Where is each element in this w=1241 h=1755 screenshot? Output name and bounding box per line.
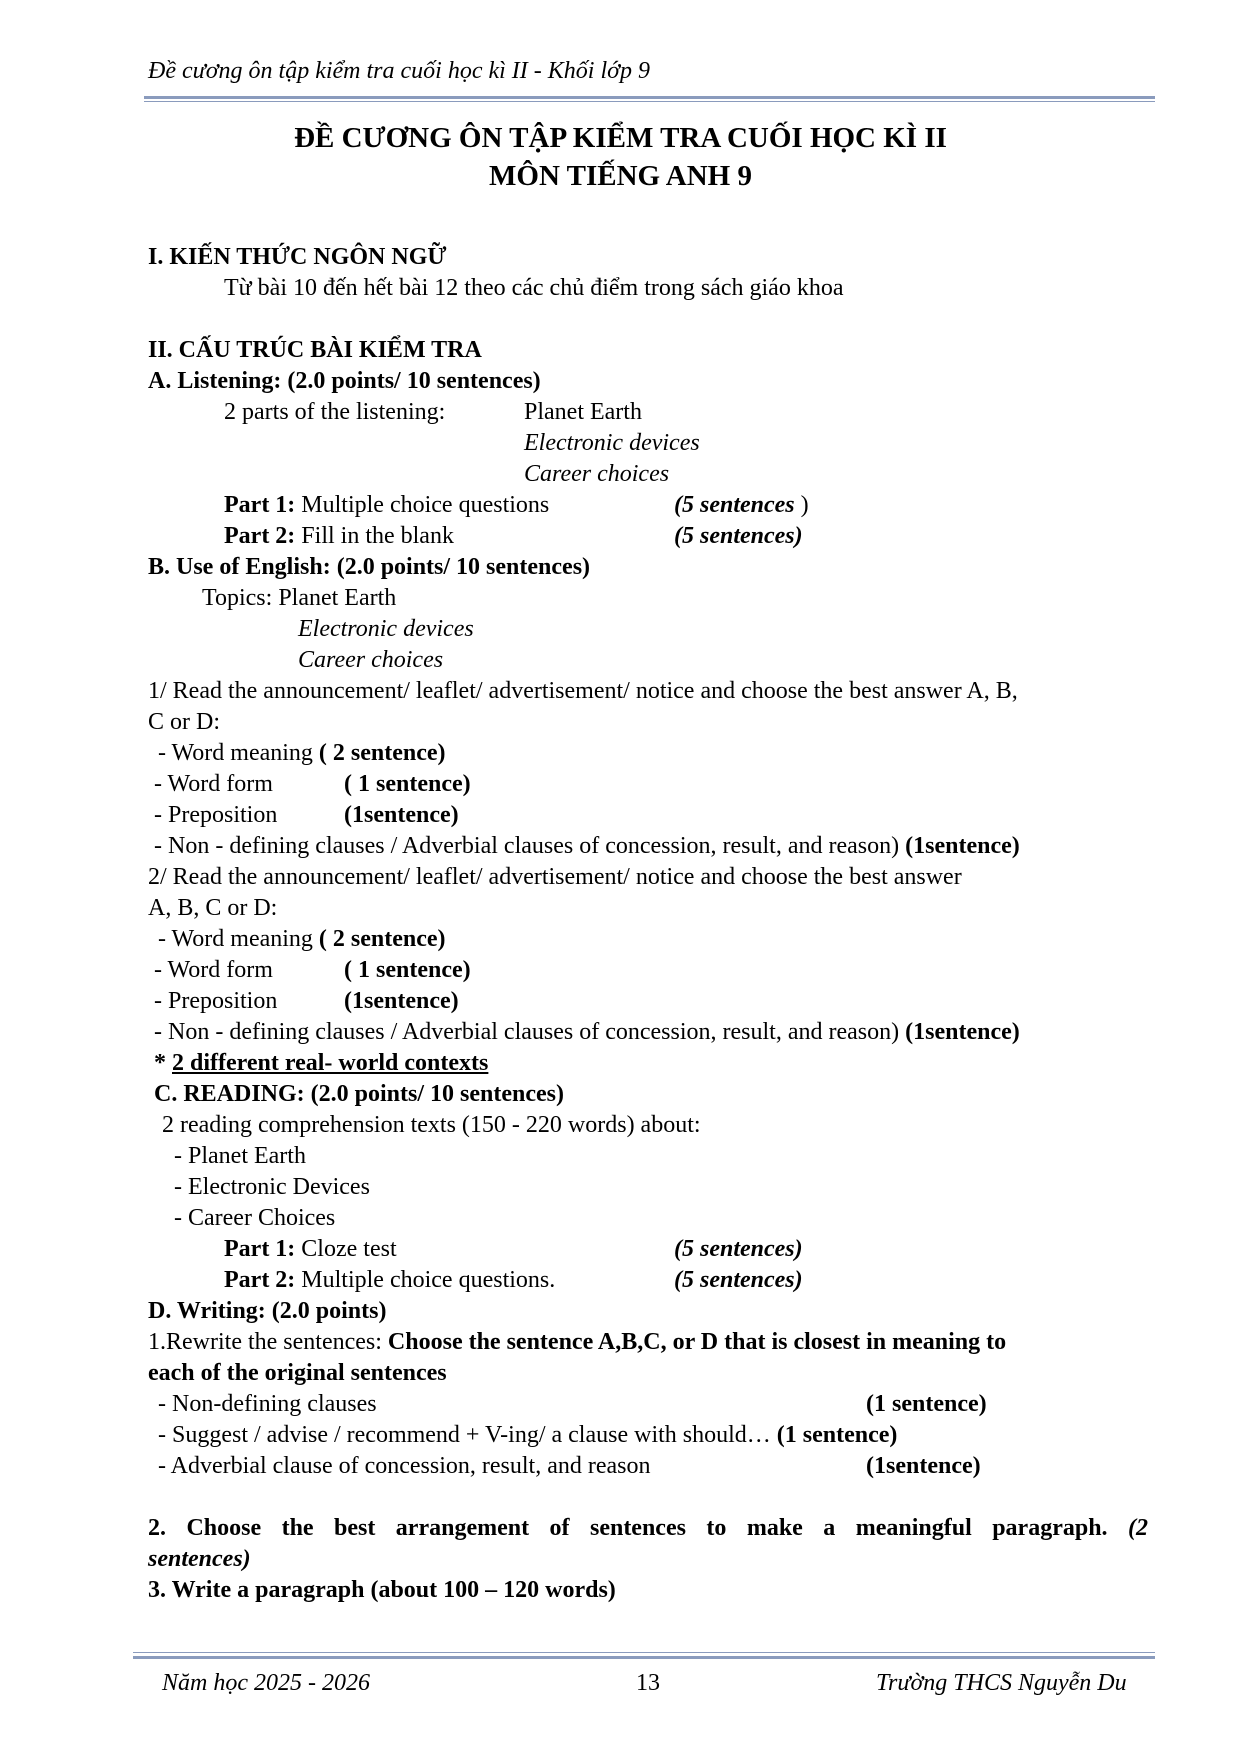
reading-heading: C. READING: (2.0 points/ 10 sentences) — [154, 1081, 564, 1107]
writing-q1-line2: each of the original sentences — [148, 1360, 447, 1386]
section-text-language-knowledge: Từ bài 10 đến hết bài 12 theo các chủ điểm trong sách giáo khoa — [224, 275, 844, 301]
list-item: - Preposition (1sentence) — [154, 802, 459, 828]
footer-school-year: Năm học 2025 - 2026 — [162, 1670, 370, 1696]
writing-q2-line2: sentences) — [148, 1546, 251, 1572]
use-of-english-topic: Planet Earth — [278, 585, 397, 611]
list-item: - Word meaning ( 2 sentence) — [158, 740, 446, 766]
listening-part2: Part 2: Fill in the blank (5 sentences) — [224, 523, 803, 549]
document-title-line2: MÔN TIẾNG ANH 9 — [489, 160, 752, 192]
use-of-english-topic-row — [148, 645, 1148, 676]
footer-school-name: Trường THCS Nguyễn Du — [876, 1670, 1127, 1696]
reading-topic: - Career Choices — [174, 1205, 336, 1231]
list-item: - Non - defining clauses / Adverbial clauses of concession, result, and reason) (1sentence) — [154, 1019, 1020, 1045]
writing-heading: D. Writing: (2.0 points) — [148, 1298, 387, 1324]
page-number: 13 — [636, 1670, 660, 1696]
use-of-english-heading: B. Use of English: (2.0 points/ 10 sentences) — [148, 554, 591, 580]
footer-rule-thin — [133, 1652, 1155, 1653]
writing-q2-line1: 2. Choose the best arrangement of sentences to make a meaningful paragraph. (2 — [148, 1515, 1148, 1541]
use-of-english-topics-line: Topics: Planet Earth — [202, 585, 397, 611]
document-body — [148, 242, 1148, 1606]
section-heading-language-knowledge: I. KIẾN THỨC NGÔN NGỮ — [148, 244, 447, 270]
footer-rule — [133, 1656, 1155, 1659]
use-of-english-q2-line2: A, B, C or D: — [148, 895, 278, 921]
listening-topic: Planet Earth — [524, 399, 642, 425]
list-item: - Word form ( 1 sentence) — [154, 957, 471, 983]
use-of-english-topic: Electronic devices — [298, 616, 474, 642]
list-item: - Non-defining clauses (1 sentence) — [158, 1391, 987, 1417]
use-of-english-topic-row — [148, 614, 1148, 645]
list-item: - Adverbial clause of concession, result, and reason (1sentence) — [158, 1453, 981, 1479]
list-item: - Preposition (1sentence) — [154, 988, 459, 1014]
document-title-line1: ĐỀ CƯƠNG ÔN TẬP KIỂM TRA CUỐI HỌC KÌ II — [294, 122, 947, 154]
section-heading-test-structure: II. CẤU TRÚC BÀI KIỂM TRA — [148, 337, 482, 363]
use-of-english-q2-line1: 2/ Read the announcement/ leaflet/ advertisement/ notice and choose the best answer — [148, 864, 962, 890]
listening-topic: Electronic devices — [524, 430, 700, 456]
reading-intro: 2 reading comprehension texts (150 - 220 words) about: — [162, 1112, 701, 1138]
running-header: Đề cương ôn tập kiểm tra cuối học kì II - Khối lớp 9 — [148, 58, 650, 84]
use-of-english-note: * 2 different real- world contexts — [154, 1050, 489, 1076]
reading-part2: Part 2: Multiple choice questions. (5 sentences) — [224, 1267, 803, 1293]
listening-topic: Career choices — [524, 461, 670, 487]
use-of-english-topic: Career choices — [298, 647, 444, 673]
reading-topic: - Electronic Devices — [174, 1174, 370, 1200]
listening-part1: Part 1: Multiple choice questions (5 sentences ) — [224, 492, 809, 518]
listening-topic-row — [148, 459, 1148, 490]
listening-topic-row — [148, 428, 1148, 459]
listening-parts-line: 2 parts of the listening: Planet Earth — [148, 397, 1148, 428]
reading-part1: Part 1: Cloze test (5 sentences) — [224, 1236, 803, 1262]
listening-heading: A. Listening: (2.0 points/ 10 sentences) — [148, 368, 541, 394]
list-item: - Suggest / advise / recommend + V-ing/ a clause with should… (1 sentence) — [158, 1422, 898, 1448]
list-item: - Word form ( 1 sentence) — [154, 771, 471, 797]
reading-topic: - Planet Earth — [174, 1143, 306, 1169]
use-of-english-q1-line2: C or D: — [148, 709, 220, 735]
writing-q3: 3. Write a paragraph (about 100 – 120 words) — [148, 1577, 616, 1603]
list-item: - Word meaning ( 2 sentence) — [158, 926, 446, 952]
writing-q1-line1: 1.Rewrite the sentences: Choose the sentence A,B,C, or D that is closest in meaning to — [148, 1329, 1007, 1355]
header-rule — [144, 96, 1155, 99]
use-of-english-q1-line1: 1/ Read the announcement/ leaflet/ advertisement/ notice and choose the best answer A, B, — [148, 678, 1018, 704]
list-item: - Non - defining clauses / Adverbial clauses of concession, result, and reason) (1sentence) — [154, 833, 1020, 859]
header-rule-thin — [144, 101, 1155, 102]
